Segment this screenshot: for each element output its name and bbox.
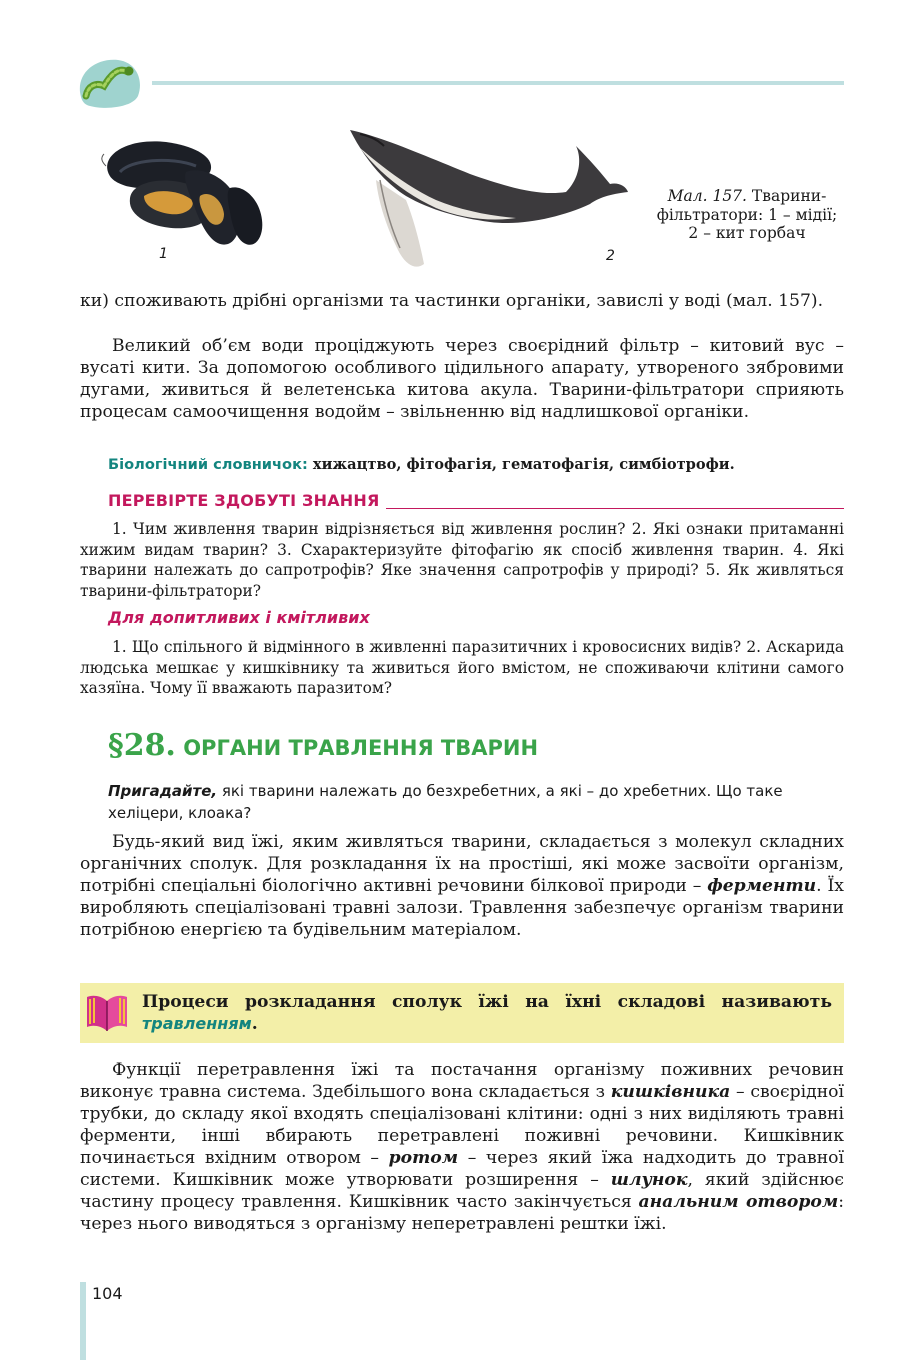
book-icon [84, 991, 130, 1033]
digest-text-4: , який здійснює частину процесу травлення. Кишківник часто закінчується [80, 1170, 845, 1212]
paragraph-digestive-system [80, 1059, 844, 1235]
figure-caption-lead: Мал. 157. [667, 187, 747, 205]
digest-text-2: – своєрідної трубки, до складу якої входять спеціалізовані клітини: одні з них виділяють травні ферменти, інші вбирають перетравлені поживні речовини. Кишківник починається вхідним отвором – [80, 1082, 845, 1168]
chapter-logo-icon [74, 52, 144, 110]
definition-box [80, 983, 844, 1043]
figure-caption-text: Тварини-фільтратори: 1 – мідії; 2 – кит горбач [656, 187, 838, 242]
paragraph-filter-feeders-text: Великий об’єм води проціджують через своєрідний фільтр – китовий вус – вусаті кити. За допомогою особливого цідильного апарату, утвореного зябровими дугами, живиться й велетенська китова акула. Тварини-фільтратори сприяють процесам самоочищення водойм – звільненню від надлишкової органіки. [80, 336, 844, 422]
recall-prompt [80, 781, 844, 824]
paragraph-digestive-system-text [80, 1059, 844, 1235]
digest-text-1: Функції перетравлення їжі та постачання організму поживних речовин виконує травна система. Здебільшого вона складається з [80, 1060, 844, 1102]
term-intestine: кишківника [610, 1082, 731, 1102]
check-knowledge-heading: ПЕРЕВІРТЕ ЗДОБУТІ ЗНАННЯ [108, 491, 380, 510]
figure-label-1: 1 [159, 246, 168, 262]
enzymes-text-2: . Їх виробляють спеціалізовані травні залози. Травлення забезпечує організм тварини потрібною енергією та будівельним матеріалом. [80, 876, 844, 940]
mussels-image [100, 132, 270, 252]
header-rule [152, 81, 844, 85]
term-mouth: ротом [388, 1148, 459, 1168]
check-knowledge-text: 1. Чим живлення тварин відрізняється від живлення рослин? 2. Які ознаки притаманні хижим видам тварин? 3. Схарактеризуйте фітофагію як спосіб живлення тварин. 4. Які тварини належать до сапротрофів? Яке значення сапротрофів у природі? 5. Як живляться тварини-фільтратори? [80, 520, 844, 600]
definition-end: . [251, 1014, 258, 1034]
figure-caption [650, 187, 844, 243]
footer-side-bar [80, 1282, 86, 1360]
humpback-whale-image [340, 118, 630, 273]
paragraph-enzymes [80, 831, 844, 941]
figure-label-2: 2 [606, 248, 615, 264]
page-number: 104 [92, 1284, 123, 1303]
paragraph-filter-feeders [80, 335, 844, 423]
recall-label: Пригадайте, [108, 782, 218, 800]
paragraph-continuation [80, 290, 844, 312]
section-heading: ОРГАНИ ТРАВЛЕННЯ ТВАРИН [175, 736, 539, 760]
section-title [108, 728, 848, 763]
paragraph-continuation-text: ки) споживають дрібні організми та частинки органіки, завислі у воді (мал. 157). [80, 291, 824, 311]
recall-text: які тварини належать до безхребетних, а які – до хребетних. Що таке хеліцери, клоака? [108, 782, 783, 822]
definition-main: Процеси розкладання сполук їжі на їхні складові називають [142, 992, 832, 1012]
paragraph-enzymes-text [80, 831, 844, 941]
check-knowledge-questions [80, 519, 844, 601]
term-enzymes: ферменти [707, 876, 817, 896]
term-anus: анальним отвором [638, 1192, 839, 1212]
glossary-terms: хижацтво, фітофагія, гематофагія, симбіотрофи. [307, 456, 735, 473]
glossary-line [108, 455, 844, 475]
digest-text-5: : через нього виводяться з організму неперетравлені рештки їжі. [80, 1192, 844, 1234]
curious-heading: Для допитливих і кмітливих [108, 608, 370, 627]
section-number: §28. [108, 728, 176, 763]
enzymes-text-1: Будь-який вид їжі, яким живляться тварини, складається з молекул складних органічних сполук. Для розкладання їх на простіші, які може засвоїти організм, потрібні спеціальні біологічно активні речовини білкової природи – [80, 832, 844, 896]
definition-term: травленням [142, 1014, 252, 1033]
digest-text-3: – через який їжа надходить до травної системи. Кишківник може утворювати розширення – [80, 1148, 844, 1190]
curious-text: 1. Що спільного й відмінного в живленні паразитичних і кровосисних видів? 2. Аскарида людська мешкає у кишківнику та живиться його вмістом, не споживаючи клітини самого хазяїна. Чому її вважають паразитом? [80, 638, 844, 697]
check-heading-rule [386, 508, 844, 509]
term-stomach: шлунок [610, 1170, 688, 1190]
definition-text [142, 991, 832, 1035]
curious-questions [80, 637, 844, 699]
glossary-label: Біологічний словничок: [108, 456, 308, 473]
